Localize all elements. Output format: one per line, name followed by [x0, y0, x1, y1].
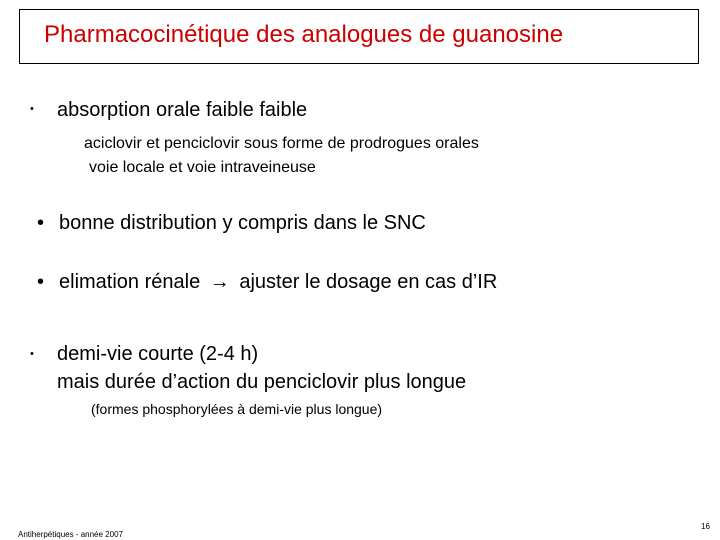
title-box	[19, 9, 699, 64]
item-elimination-action: ajuster le dosage en cas d’IR	[239, 271, 498, 293]
bullet-icon: •	[30, 103, 34, 115]
item-half-life-sub: (formes phosphorylées à demi-vie plus longue)	[91, 401, 383, 417]
bullet-icon: •	[30, 348, 34, 360]
item-half-life-line2: mais durée d’action du penciclovir plus longue	[57, 371, 467, 393]
item-half-life: demi-vie courte (2-4 h)	[57, 343, 259, 365]
bullet-icon: •	[37, 271, 45, 293]
item-absorption-sub1: aciclovir et penciclovir sous forme de prodrogues orales	[84, 135, 479, 152]
slide-title: Pharmacocinétique des analogues de guanosine	[44, 21, 564, 48]
item-elimination	[59, 270, 497, 294]
item-absorption: absorption orale faible faible	[57, 99, 308, 121]
item-absorption-sub2: voie locale et voie intraveineuse	[89, 159, 316, 176]
footer-course: Antiherpétiques - année 2007	[18, 530, 123, 539]
item-distribution: bonne distribution y compris dans le SNC	[59, 212, 426, 234]
page-number: 16	[701, 522, 710, 531]
item-elimination-text: elimation rénale	[59, 271, 201, 293]
bullet-icon: •	[37, 212, 45, 234]
right-arrow-icon: →	[209, 271, 230, 293]
